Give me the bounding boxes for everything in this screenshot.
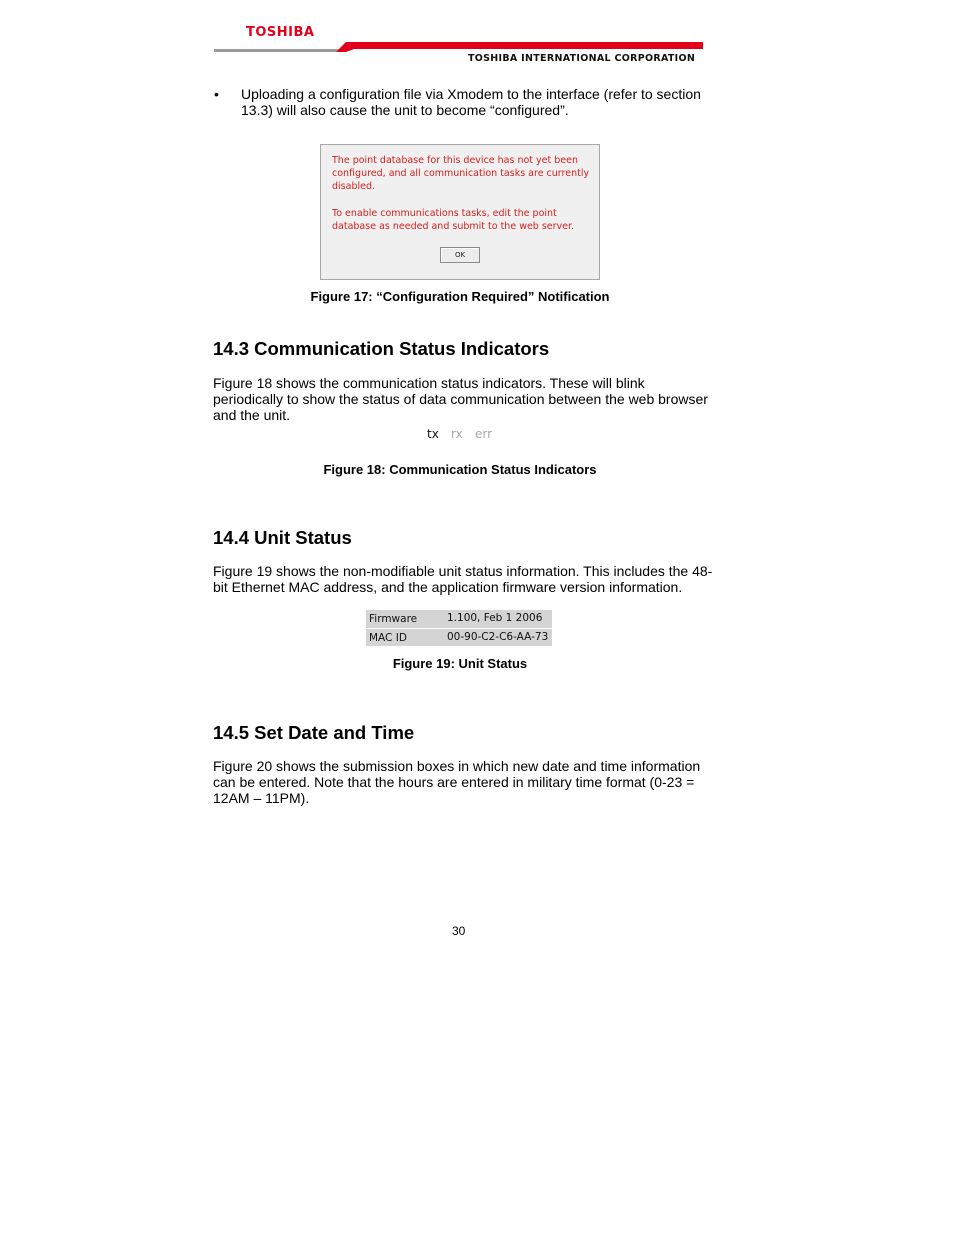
figure-19-caption: Figure 19: Unit Status — [392, 656, 528, 671]
rx-indicator: rx — [451, 427, 463, 441]
section-14-5-heading: 14.5 Set Date and Time — [213, 722, 415, 743]
figure-17-caption: Figure 17: “Configuration Required” Notification — [310, 289, 610, 304]
section-14-3-heading: 14.3 Communication Status Indicators — [213, 338, 550, 359]
figure-18-caption: Figure 18: Communication Status Indicators — [323, 462, 597, 477]
table-divider — [366, 628, 552, 629]
section-14-3-body: Figure 18 shows the communication status indicators. These will blink periodically to show the status of data communication between the web browser and the unit. — [213, 375, 708, 423]
firmware-value: 1.100, Feb 1 2006 — [447, 612, 543, 624]
section-14-4-body: Figure 19 shows the non-modifiable unit status information. This includes the 48-bit Ethernet MAC address, and the application firmware version information. — [213, 563, 713, 595]
toshiba-logo: TOSHIBA — [246, 25, 315, 40]
firmware-label: Firmware — [369, 613, 418, 625]
tx-indicator: tx — [427, 427, 439, 441]
bullet-marker: • — [214, 86, 219, 102]
dialog-message-1: The point database for this device has not yet been configured, and all communication tasks are currently disabled. — [332, 155, 590, 192]
corporation-name: TOSHIBA INTERNATIONAL CORPORATION — [468, 53, 696, 64]
section-14-5-body: Figure 20 shows the submission boxes in which new date and time information can be entered. Note that the hours are entered in military time format (0-23 = 12AM – 11PM). — [213, 758, 701, 806]
unit-status-table — [366, 610, 552, 646]
mac-id-value: 00-90-C2-C6-AA-73 — [447, 631, 549, 643]
mac-id-label: MAC ID — [369, 632, 407, 644]
section-14-4-heading: 14.4 Unit Status — [213, 527, 352, 548]
err-indicator: err — [475, 427, 493, 441]
configuration-required-dialog — [320, 144, 600, 280]
page-number: 30 — [452, 924, 466, 938]
intro-bullet-text: Uploading a configuration file via Xmodem to the interface (refer to section 13.3) will also cause the unit to become “configured”. — [241, 86, 701, 118]
dialog-message-2: To enable communications tasks, edit the point database as needed and submit to the web server. — [332, 208, 575, 232]
ok-button[interactable]: OK — [440, 247, 480, 263]
